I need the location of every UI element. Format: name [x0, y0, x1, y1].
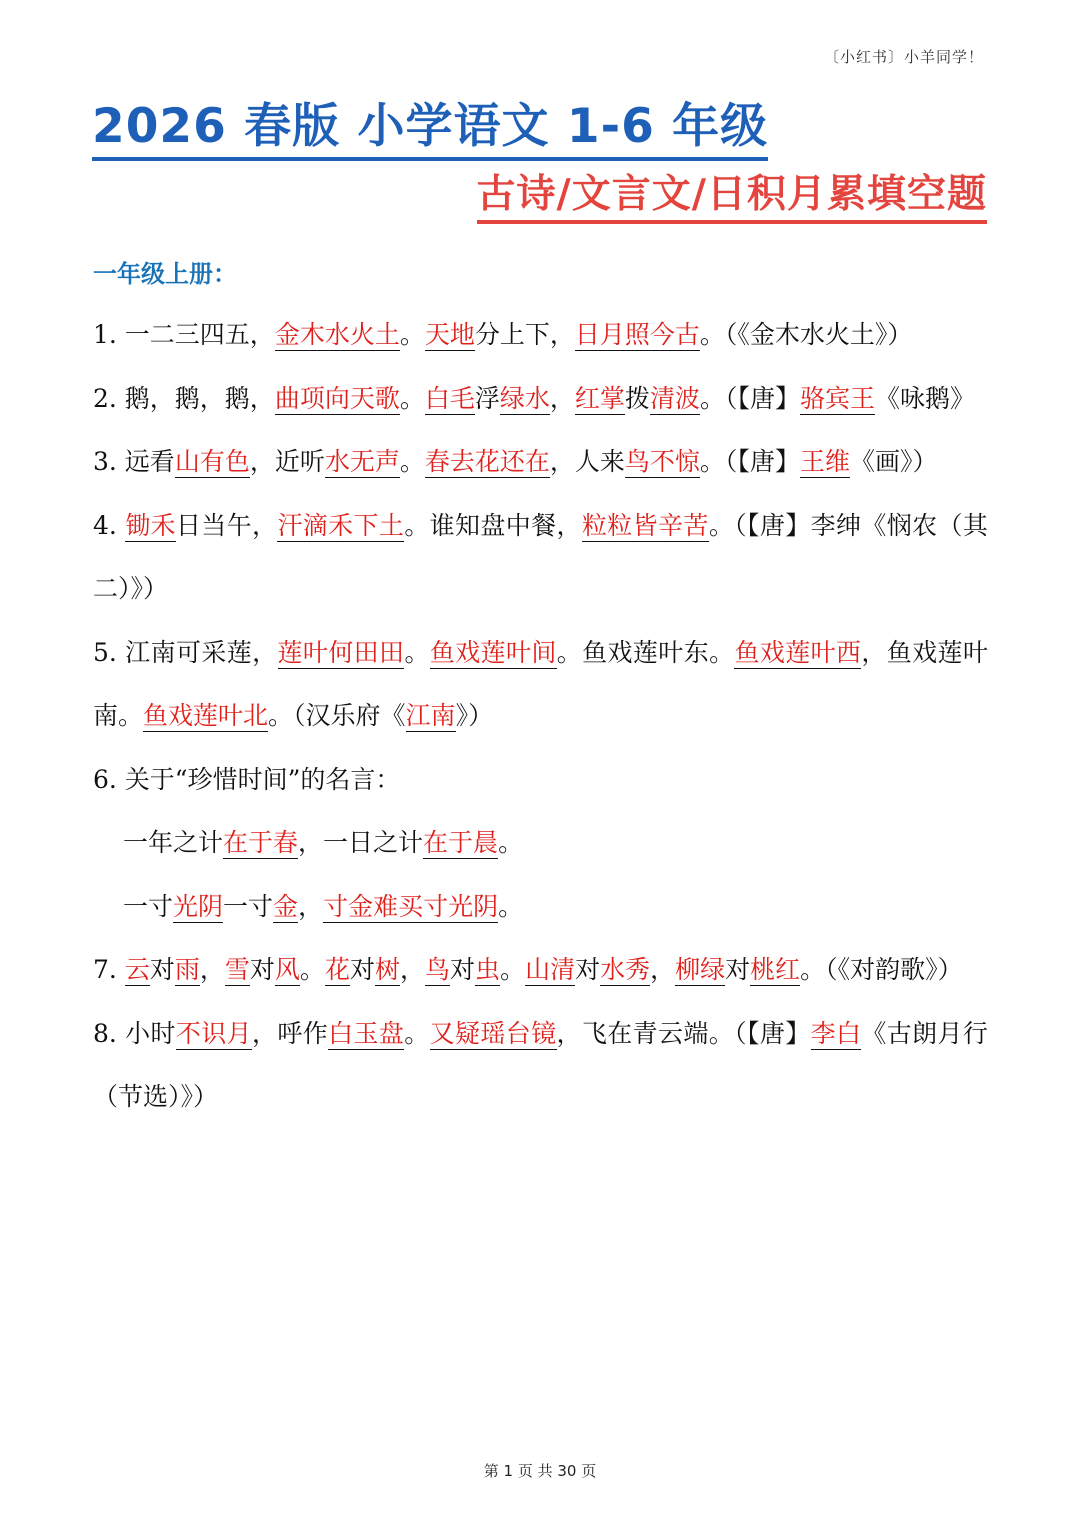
answer-blank: 鱼戏莲叶西	[734, 637, 862, 667]
answer-blank: 光阴	[173, 891, 224, 921]
question-text: ，	[199, 955, 225, 984]
question-text: ，一日之计	[298, 828, 424, 857]
question-text: 。	[399, 383, 425, 413]
question-text: ，	[298, 891, 324, 921]
question-text: 。	[299, 955, 325, 984]
question-text: 对	[450, 955, 476, 984]
answer-blank: 雪	[224, 955, 250, 984]
question-text: 《咏鹅》	[874, 383, 975, 413]
answer-blank: 树	[374, 955, 400, 984]
question-text: 对	[725, 955, 751, 984]
question-text: 。（【唐】	[699, 383, 800, 413]
answer-blank: 鸟	[425, 955, 451, 984]
question-text: 一寸	[123, 891, 174, 921]
answer-blank: 虫	[475, 955, 501, 984]
answer-blank: 粒粒皆辛苦	[581, 510, 709, 540]
question-text: 。（《金木水火土》）	[699, 320, 913, 349]
answer-blank: 鸟不惊	[624, 447, 700, 476]
question-text: 。（《对韵歌》）	[800, 955, 963, 984]
quote-line	[93, 811, 988, 875]
question-text: 》）	[455, 701, 494, 730]
answer-blank: 春去花还在	[424, 447, 550, 476]
answer-blank: 风	[274, 955, 300, 984]
answer-blank: 水无声	[324, 447, 400, 476]
answer-blank: 白玉盘	[328, 1018, 405, 1048]
question-text: 日当午，	[175, 510, 278, 540]
grade-heading: 一年级上册：	[93, 260, 237, 288]
question-text: 6. 关于“珍惜时间”的名言：	[93, 764, 401, 794]
question-text: 1. 一二三四五，	[93, 320, 275, 349]
answer-blank: 鱼戏莲叶北	[143, 701, 269, 730]
answer-blank: 骆宾王	[799, 383, 875, 413]
answer-blank: 红掌	[574, 383, 625, 413]
answer-blank: 雨	[174, 955, 200, 984]
answer-blank: 不识月	[175, 1018, 253, 1048]
answer-blank: 绿水	[499, 383, 550, 413]
question-text: 一寸	[223, 891, 274, 921]
document-subtitle: 古诗/文言文/日积月累填空题	[477, 170, 988, 224]
question-text: 8. 小时	[93, 1018, 176, 1048]
answer-blank: 锄禾	[125, 510, 176, 540]
question-text: 分上下，	[474, 320, 575, 349]
question-text: 浮	[474, 383, 500, 413]
question-text: 。	[399, 447, 425, 476]
question-text: ，近听	[249, 447, 325, 476]
answer-blank: 云	[124, 955, 150, 984]
answer-blank: 又疑瑶台镜	[429, 1018, 557, 1048]
answer-blank: 白毛	[424, 383, 475, 413]
answer-blank: 柳绿	[675, 955, 726, 984]
answer-blank: 花	[324, 955, 350, 984]
question-text: 一年之计	[123, 828, 224, 857]
answer-blank: 鱼戏莲叶间	[429, 637, 557, 667]
question-text: 《画》）	[849, 447, 938, 476]
question-text: ，呼作	[252, 1018, 329, 1048]
question-text: 5. 江南可采莲，	[93, 637, 278, 667]
question-text: 3. 远看	[93, 447, 175, 476]
question-item	[93, 748, 988, 812]
answer-blank: 寸金难买寸光阴	[323, 891, 499, 921]
question-text: 对	[149, 955, 175, 984]
question-text: 。	[498, 828, 524, 857]
answer-blank: 在于晨	[423, 828, 499, 857]
answer-blank: 桃红	[750, 955, 801, 984]
question-item	[93, 621, 988, 748]
question-text: 拨	[624, 383, 650, 413]
answer-blank: 金	[273, 891, 299, 921]
answer-blank: 莲叶何田田	[277, 637, 405, 667]
answer-blank: 江南	[405, 701, 456, 730]
answer-blank: 汗滴禾下土	[277, 510, 405, 540]
question-text: 4.	[93, 510, 126, 540]
answer-blank: 王维	[799, 447, 850, 476]
answer-blank: 山有色	[174, 447, 250, 476]
question-list	[93, 303, 988, 1129]
question-item	[93, 303, 988, 367]
question-item	[93, 938, 988, 1002]
question-text: 对	[349, 955, 375, 984]
answer-blank: 水秀	[600, 955, 651, 984]
answer-blank: 李白	[810, 1018, 862, 1048]
question-text: 2. 鹅，鹅，鹅，	[93, 383, 275, 413]
question-text: 。	[498, 891, 524, 921]
quote-line	[93, 875, 988, 939]
answer-blank: 金木水火土	[274, 320, 400, 349]
question-text: 。谁知盘中餐，	[404, 510, 582, 540]
question-text: 。（【唐】	[699, 447, 800, 476]
answer-blank: 山清	[525, 955, 576, 984]
question-text: ，	[399, 955, 425, 984]
question-item	[93, 1002, 988, 1129]
question-text: 。	[404, 1018, 430, 1048]
question-text: ，人来	[549, 447, 625, 476]
question-item	[93, 430, 988, 494]
question-text: ，鱼戏莲叶南。	[93, 637, 988, 730]
question-item	[93, 494, 988, 621]
question-text: ，	[549, 383, 575, 413]
watermark-text: 〔小红书〕小羊同学！	[823, 48, 984, 66]
question-text: ，飞在青云端。（【唐】	[556, 1018, 811, 1048]
answer-blank: 清波	[649, 383, 700, 413]
question-text: 7.	[93, 955, 125, 984]
question-text: 对	[575, 955, 601, 984]
question-text: 对	[249, 955, 275, 984]
page-footer: 第 1 页 共 30 页	[483, 1462, 597, 1480]
question-text: 。鱼戏莲叶东。	[556, 637, 735, 667]
question-text: 。（汉乐府《	[268, 701, 406, 730]
answer-blank: 天地	[424, 320, 475, 349]
answer-blank: 日月照今古	[574, 320, 700, 349]
document-title: 2026 春版 小学语文 1-6 年级	[92, 98, 768, 161]
question-item	[93, 367, 988, 431]
answer-blank: 曲项向天歌	[274, 383, 400, 413]
question-text: 。	[500, 955, 526, 984]
question-text: 。	[399, 320, 425, 349]
question-text: 。（【唐】李绅《悯农（其二）》）	[93, 510, 988, 603]
question-text: 。	[404, 637, 430, 667]
question-text: 《古朗月行（节选）》）	[93, 1018, 988, 1111]
answer-blank: 在于春	[223, 828, 299, 857]
question-text: ，	[650, 955, 676, 984]
